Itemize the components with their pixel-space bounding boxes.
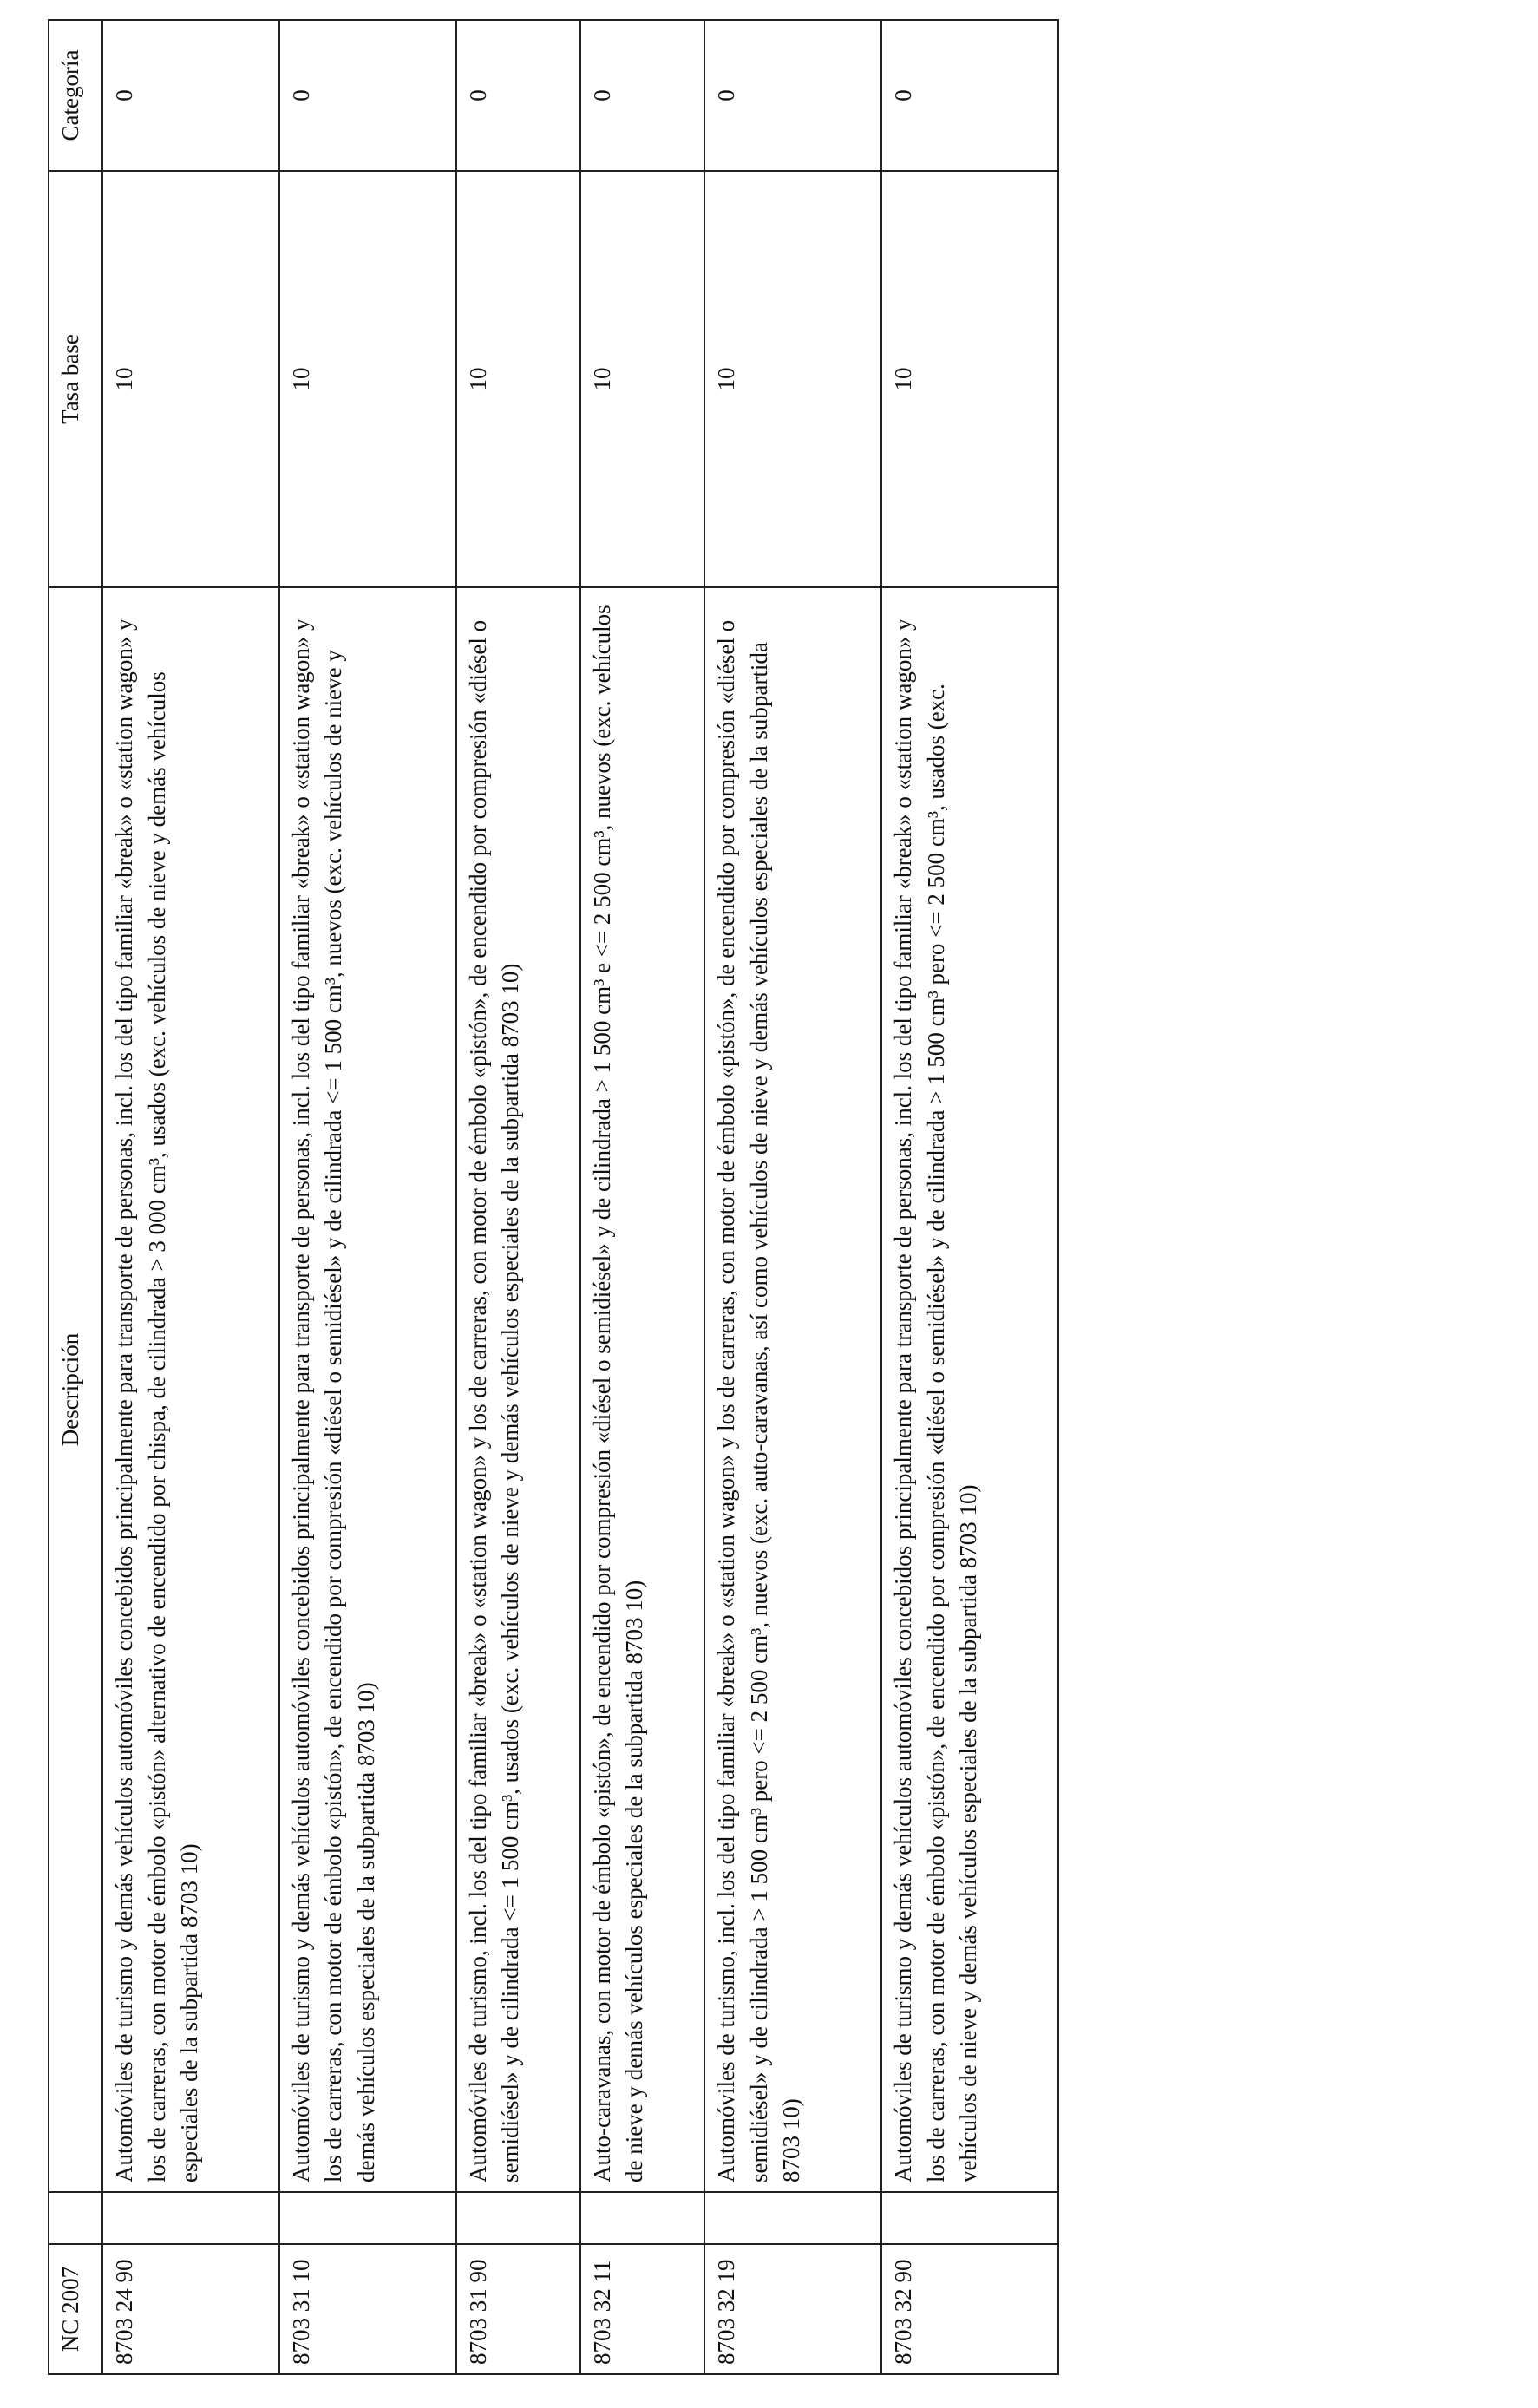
cell-rate: 10: [279, 171, 456, 587]
cell-code: 8703 32 11: [580, 2244, 704, 2374]
header-code: NC 2007: [49, 2244, 102, 2374]
cell-code: 8703 31 90: [456, 2244, 580, 2374]
cell-category: 0: [881, 20, 1058, 171]
cell-code: 8703 31 10: [279, 2244, 456, 2374]
cell-gap: [102, 2192, 279, 2244]
cell-rate: 10: [881, 171, 1058, 587]
table-row: [279, 20, 456, 2374]
cell-gap: [580, 2192, 704, 2244]
cell-category: 0: [580, 20, 704, 171]
table-row: [102, 20, 279, 2374]
cell-description: Automóviles de turismo y demás vehículos automóviles concebidos principalmente para transporte de personas, incl. los del tipo familiar «break» o «station wagon» y los de carreras, con motor de émbolo «pistón», de encendido por compresión «diésel o semidiésel» y de cilindrada <= 1 500 cm³, nuevos (exc. vehículos de nieve y demás vehículos especiales de la subpartida 8703 10): [279, 587, 456, 2192]
cell-rate: 10: [704, 171, 881, 587]
cell-category: 0: [102, 20, 279, 171]
cell-rate: 10: [580, 171, 704, 587]
cell-rate: 10: [102, 171, 279, 587]
cell-description: Automóviles de turismo y demás vehículos automóviles concebidos principalmente para transporte de personas, incl. los del tipo familiar «break» o «station wagon» y los de carreras, con motor de émbolo «pistón», de encendido por compresión «diésel o semidiésel» y de cilindrada > 1 500 cm³ pero <= 2 500 cm³, usados (exc. vehículos de nieve y demás vehículos especiales de la subpartida 8703 10): [881, 587, 1058, 2192]
header-row: [49, 20, 102, 2374]
cell-rate: 10: [456, 171, 580, 587]
cell-description: Automóviles de turismo y demás vehículos automóviles concebidos principalmente para transporte de personas, incl. los del tipo familiar «break» o «station wagon» y los de carreras, con motor de émbolo «pistón» alternativo de encendido por chispa, de cilindrada > 3 000 cm³, usados (exc. vehículos de nieve y demás vehículos especiales de la subpartida 8703 10): [102, 587, 279, 2192]
header-category: Categoría: [49, 20, 102, 171]
cell-description: Auto-caravanas, con motor de émbolo «pistón», de encendido por compresión «diésel o semidiésel» y de cilindrada > 1 500 cm³ e <= 2 500 cm³, nuevos (exc. vehículos de nieve y demás vehículos especiales de la subpartida 8703 10): [580, 587, 704, 2192]
table-row: [580, 20, 704, 2374]
rotated-page: [48, 21, 1059, 2375]
cell-gap: [279, 2192, 456, 2244]
header-gap: [49, 2192, 102, 2244]
table-row: [704, 20, 881, 2374]
header-description: Descripción: [49, 587, 102, 2192]
cell-gap: [456, 2192, 580, 2244]
cell-code: 8703 32 19: [704, 2244, 881, 2374]
cell-description: Automóviles de turismo, incl. los del tipo familiar «break» o «station wagon» y los de carreras, con motor de émbolo «pistón», de encendido por compresión «diésel o semidiésel» y de cilindrada > 1 500 cm³ pero <= 2 500 cm³, nuevos (exc. auto-caravanas, así como vehículos de nieve y demás vehículos especiales de la subpartida 8703 10): [704, 587, 881, 2192]
header-rate: Tasa base: [49, 171, 102, 587]
cell-gap: [704, 2192, 881, 2244]
cell-category: 0: [279, 20, 456, 171]
table-row: [881, 20, 1058, 2374]
cell-gap: [881, 2192, 1058, 2244]
cell-code: 8703 24 90: [102, 2244, 279, 2374]
tariff-table: [48, 19, 1059, 2375]
cell-description: Automóviles de turismo, incl. los del tipo familiar «break» o «station wagon» y los de carreras, con motor de émbolo «pistón», de encendido por compresión «diésel o semidiésel» y de cilindrada <= 1 500 cm³, usados (exc. vehículos de nieve y demás vehículos especiales de la subpartida 8703 10): [456, 587, 580, 2192]
cell-code: 8703 32 90: [881, 2244, 1058, 2374]
table-row: [456, 20, 580, 2374]
cell-category: 0: [704, 20, 881, 171]
cell-category: 0: [456, 20, 580, 171]
